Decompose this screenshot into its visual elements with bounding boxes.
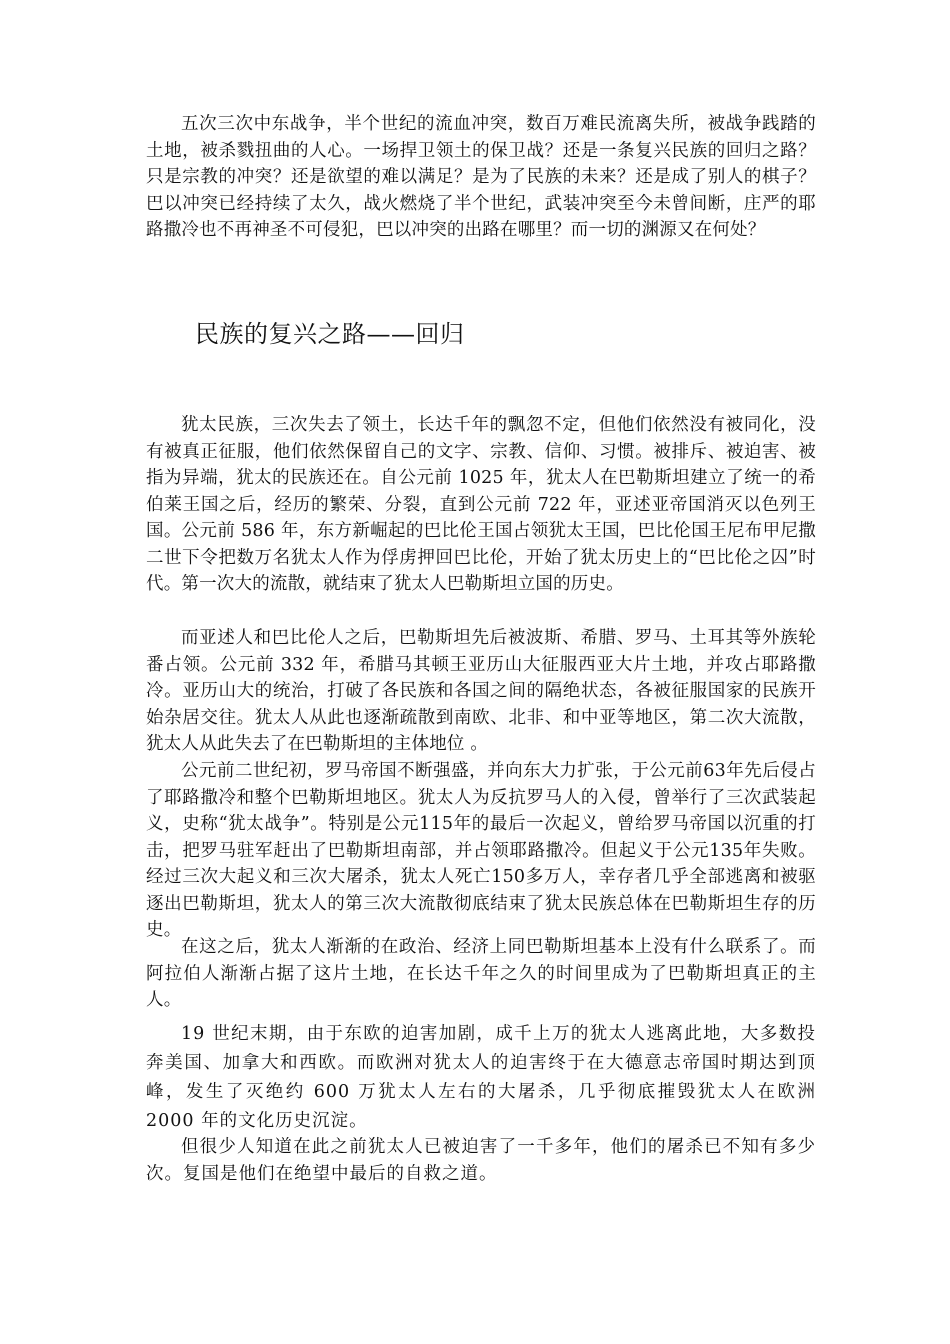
intro-paragraph: 五次三次中东战争，半个世纪的流血冲突，数百万难民流离失所，被战争践踏的土地，被杀戮扭曲的人心。一场捍卫领土的保卫战？还是一条复兴民族的回归之路？只是宗教的冲突？还是欲望的难以满足？是为了民族的未来？还是成了别人的棋子？巴以冲突已经持续了太久，战火燃烧了半个世纪，武装冲突至今未曾间断，庄严的耶路撒冷也不再神圣不可侵犯，巴以冲突的出路在哪里？而一切的渊源又在何处？: [146, 114, 816, 240]
body-paragraph-4: 在这之后，犹太人渐渐的在政治、经济上同巴勒斯坦基本上没有什么联系了。而阿拉伯人渐渐占据了这片土地，在长达千年之久的时间里成为了巴勒斯坦真正的主人。: [146, 937, 816, 1010]
body-paragraph-3: 公元前二世纪初，罗马帝国不断强盛，并向东大力扩张，于公元前63年先后侵占了耶路撒冷和整个巴勒斯坦地区。犹太人为反抗罗马人的入侵，曾举行了三次武装起义，史称“犹太战争”。特别是公元115年的最后一次起义，曾给罗马帝国以沉重的打击，把罗马驻军赶出了巴勒斯坦南部，并占领耶路撒冷。但起义于公元135年失败。经过三次大起义和三次大屠杀，犹太人死亡150多万人，幸存者几乎全部逃离和被驱逐出巴勒斯坦，犹太人的第三次大流散彻底结束了犹太民族总体在巴勒斯坦生存的历史。: [146, 761, 816, 940]
section-title: 民族的复兴之路——回归: [195, 320, 465, 348]
body-paragraph-2: 而亚述人和巴比伦人之后，巴勒斯坦先后被波斯、希腊、罗马、土耳其等外族轮番占领。公元前 332 年，希腊马其顿王亚历山大征服西亚大片土地，并攻占耶路撒冷。亚历山大的统治，打破了各民族和各国之间的隔绝状态，各被征服国家的民族开始杂居交往。犹太人从此也逐渐疏散到南欧、北非、和中亚等地区，第二次大流散，犹太人从此失去了在巴勒斯坦的主体地位 。: [146, 628, 816, 754]
body-paragraph-1: 犹太民族，三次失去了领土，长达千年的飘忽不定，但他们依然没有被同化，没有被真正征服，他们依然保留自己的文字、宗教、信仰、习惯。被排斥、被迫害、被指为异端，犹太的民族还在。自公元前 1025 年，犹太人在巴勒斯坦建立了统一的希伯莱王国之后，经历的繁荣、分裂，直到公元前 722 年，亚述亚帝国消灭以色列王国。公元前 586 年，东方新崛起的巴比伦王国占领犹太王国，巴比伦国王尼布甲尼撒二世下令把数万名犹太人作为俘虏押回巴比伦，开始了犹太历史上的“巴比伦之囚”时代。第一次大的流散，就结束了犹太人巴勒斯坦立国的历史。: [146, 415, 816, 594]
body-paragraph-5: 19 世纪末期，由于东欧的迫害加剧，成千上万的犹太人逃离此地，大多数投奔美国、加拿大和西欧。而欧洲对犹太人的迫害终于在大德意志帝国时期达到顶峰，发生了灭绝约 600 万犹太人左右的大屠杀，几乎彻底摧毁犹太人在欧洲 2000 年的文化历史沉淀。: [146, 1024, 816, 1131]
body-paragraph-6: 但很少人知道在此之前犹太人已被迫害了一千多年，他们的屠杀已不知有多少次。复国是他们在绝望中最后的自救之道。: [146, 1137, 816, 1184]
